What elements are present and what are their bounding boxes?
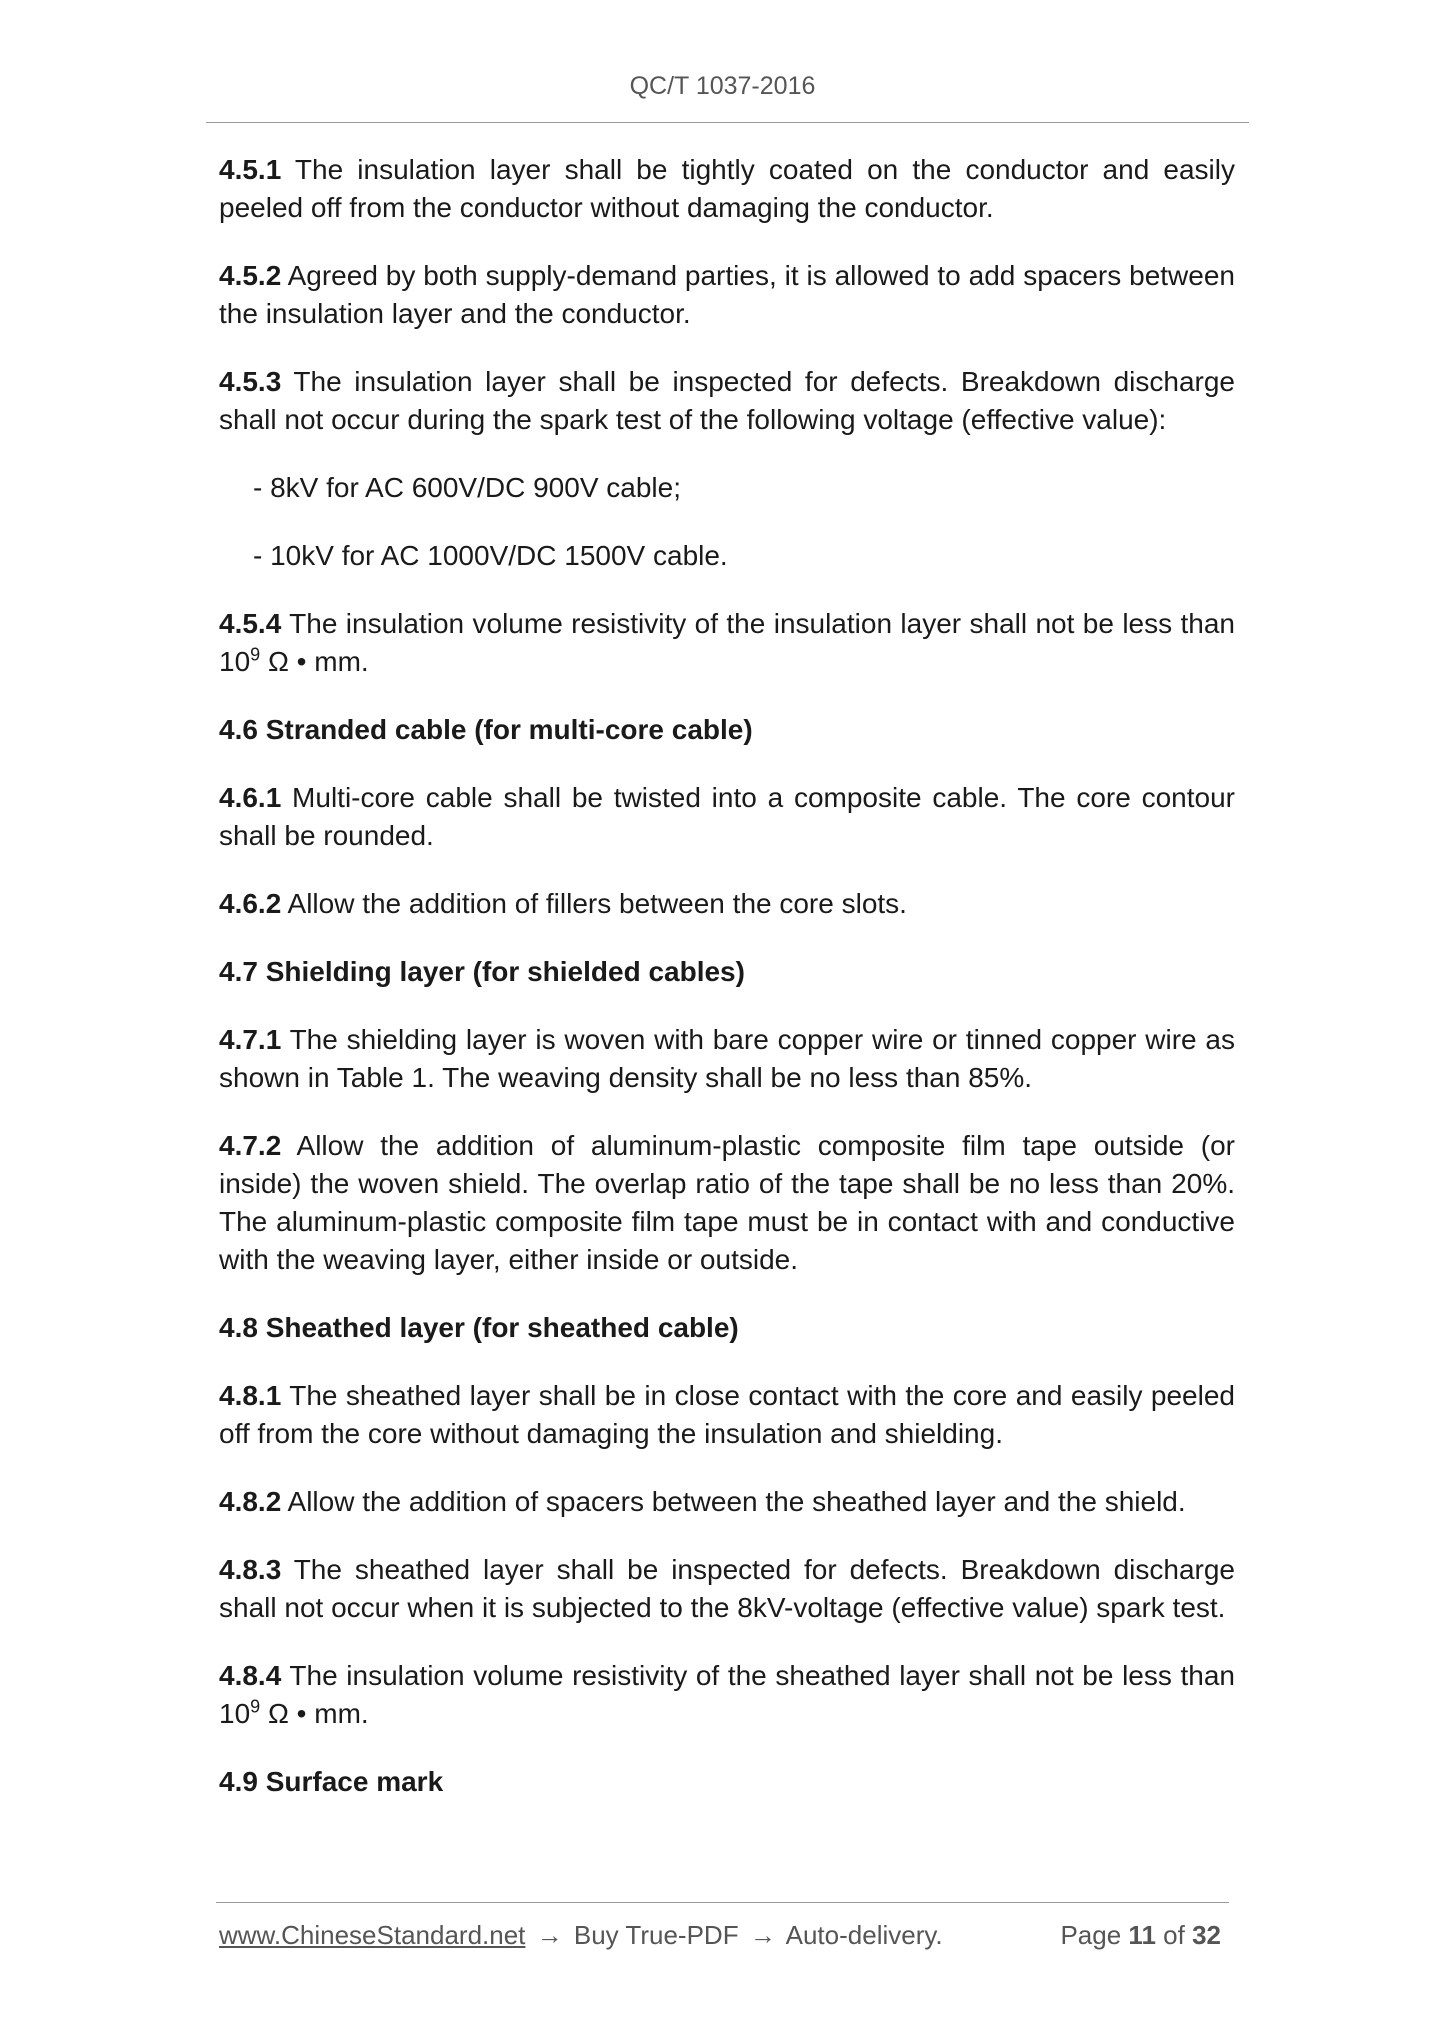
clause-number: 4.5.1 <box>219 154 282 185</box>
clause-4-6-2 <box>219 885 1235 923</box>
clause-4-8-2 <box>219 1483 1235 1521</box>
clause-number: 4.8.4 <box>219 1660 282 1691</box>
clause-4-7-2 <box>219 1127 1235 1279</box>
clause-text: The sheathed layer shall be in close contact with the core and easily peeled off from the core without damaging the insulation and shielding. <box>219 1380 1235 1449</box>
clause-number: 4.6.1 <box>219 782 282 813</box>
clause-number: 4.7.1 <box>219 1024 282 1055</box>
clause-number: 4.6.2 <box>219 888 282 919</box>
clause-4-7-1 <box>219 1021 1235 1097</box>
page-indicator <box>1060 1920 1221 1951</box>
clause-4-5-4 <box>219 605 1235 681</box>
website-link[interactable]: www.ChineseStandard.net <box>219 1920 526 1950</box>
auto-delivery-text: Auto-delivery. <box>785 1920 943 1950</box>
clause-4-5-3 <box>219 363 1235 439</box>
footer-divider <box>216 1902 1229 1903</box>
clause-4-5-1 <box>219 151 1235 227</box>
document-code-header: QC/T 1037-2016 <box>629 72 816 100</box>
clause-4-8-3 <box>219 1551 1235 1627</box>
clause-text: The insulation layer shall be tightly coated on the conductor and easily peeled off from the conductor without damaging the conductor. <box>219 154 1235 223</box>
voltage-list-item: - 10kV for AC 1000V/DC 1500V cable. <box>253 540 728 571</box>
clause-text: Allow the addition of spacers between the sheathed layer and the shield. <box>281 1486 1186 1517</box>
clause-4-8-4 <box>219 1657 1235 1733</box>
arrow-right-icon: → <box>749 1920 776 1950</box>
clause-4-5-2 <box>219 257 1235 333</box>
clause-text: Allow the addition of aluminum-plastic composite film tape outside (or inside) the woven shield. The overlap ratio of the tape shall be no less than 20%. The aluminum-plastic composite film tape must be in contact with and conductive with the weaving layer, either inside or outside. <box>219 1130 1235 1275</box>
exponent: 9 <box>250 644 261 665</box>
arrow-right-icon: → <box>536 1920 563 1950</box>
section-heading-4-6: 4.6 Stranded cable (for multi-core cable) <box>219 714 753 745</box>
page-label: Page <box>1060 1920 1122 1950</box>
clause-4-6-1 <box>219 779 1235 855</box>
clause-number: 4.5.4 <box>219 608 282 639</box>
section-heading-4-8: 4.8 Sheathed layer (for sheathed cable) <box>219 1312 739 1343</box>
section-heading-4-9: 4.9 Surface mark <box>219 1766 444 1797</box>
resistivity-unit: Ω • mm. <box>260 646 369 677</box>
clause-text: Agreed by both supply-demand parties, it is allowed to add spacers between the insulation layer and the conductor. <box>219 260 1235 329</box>
clause-text: The insulation volume resistivity of the sheathed layer shall not be less than 10 <box>219 1660 1235 1729</box>
footer-links <box>219 1920 943 1951</box>
page-total: 32 <box>1192 1920 1221 1950</box>
buy-pdf-text: Buy True-PDF <box>573 1920 739 1950</box>
clause-text: Multi-core cable shall be twisted into a composite cable. The core contour shall be rounded. <box>219 782 1235 851</box>
clause-4-8-1 <box>219 1377 1235 1453</box>
of-label: of <box>1163 1920 1185 1950</box>
header-divider <box>206 122 1249 123</box>
clause-number: 4.8.3 <box>219 1554 282 1585</box>
clause-text: The insulation volume resistivity of the insulation layer shall not be less than 10 <box>219 608 1235 677</box>
clause-number: 4.8.2 <box>219 1486 282 1517</box>
page-number: 11 <box>1128 1920 1156 1950</box>
section-heading-4-7: 4.7 Shielding layer (for shielded cables) <box>219 956 745 987</box>
clause-number: 4.7.2 <box>219 1130 282 1161</box>
clause-text: The sheathed layer shall be inspected for defects. Breakdown discharge shall not occur when it is subjected to the 8kV-voltage (effective value) spark test. <box>219 1554 1235 1623</box>
resistivity-unit: Ω • mm. <box>260 1698 369 1729</box>
clause-number: 4.5.2 <box>219 260 282 291</box>
clause-number: 4.5.3 <box>219 366 282 397</box>
clause-text: The insulation layer shall be inspected for defects. Breakdown discharge shall not occur during the spark test of the following voltage (effective value): <box>219 366 1235 435</box>
document-body <box>219 151 1235 1831</box>
clause-number: 4.8.1 <box>219 1380 282 1411</box>
clause-text: The shielding layer is woven with bare copper wire or tinned copper wire as shown in Table 1. The weaving density shall be no less than 85%. <box>219 1024 1235 1093</box>
exponent: 9 <box>250 1696 261 1717</box>
voltage-list-item: - 8kV for AC 600V/DC 900V cable; <box>253 472 681 503</box>
clause-text: Allow the addition of fillers between the core slots. <box>281 888 907 919</box>
